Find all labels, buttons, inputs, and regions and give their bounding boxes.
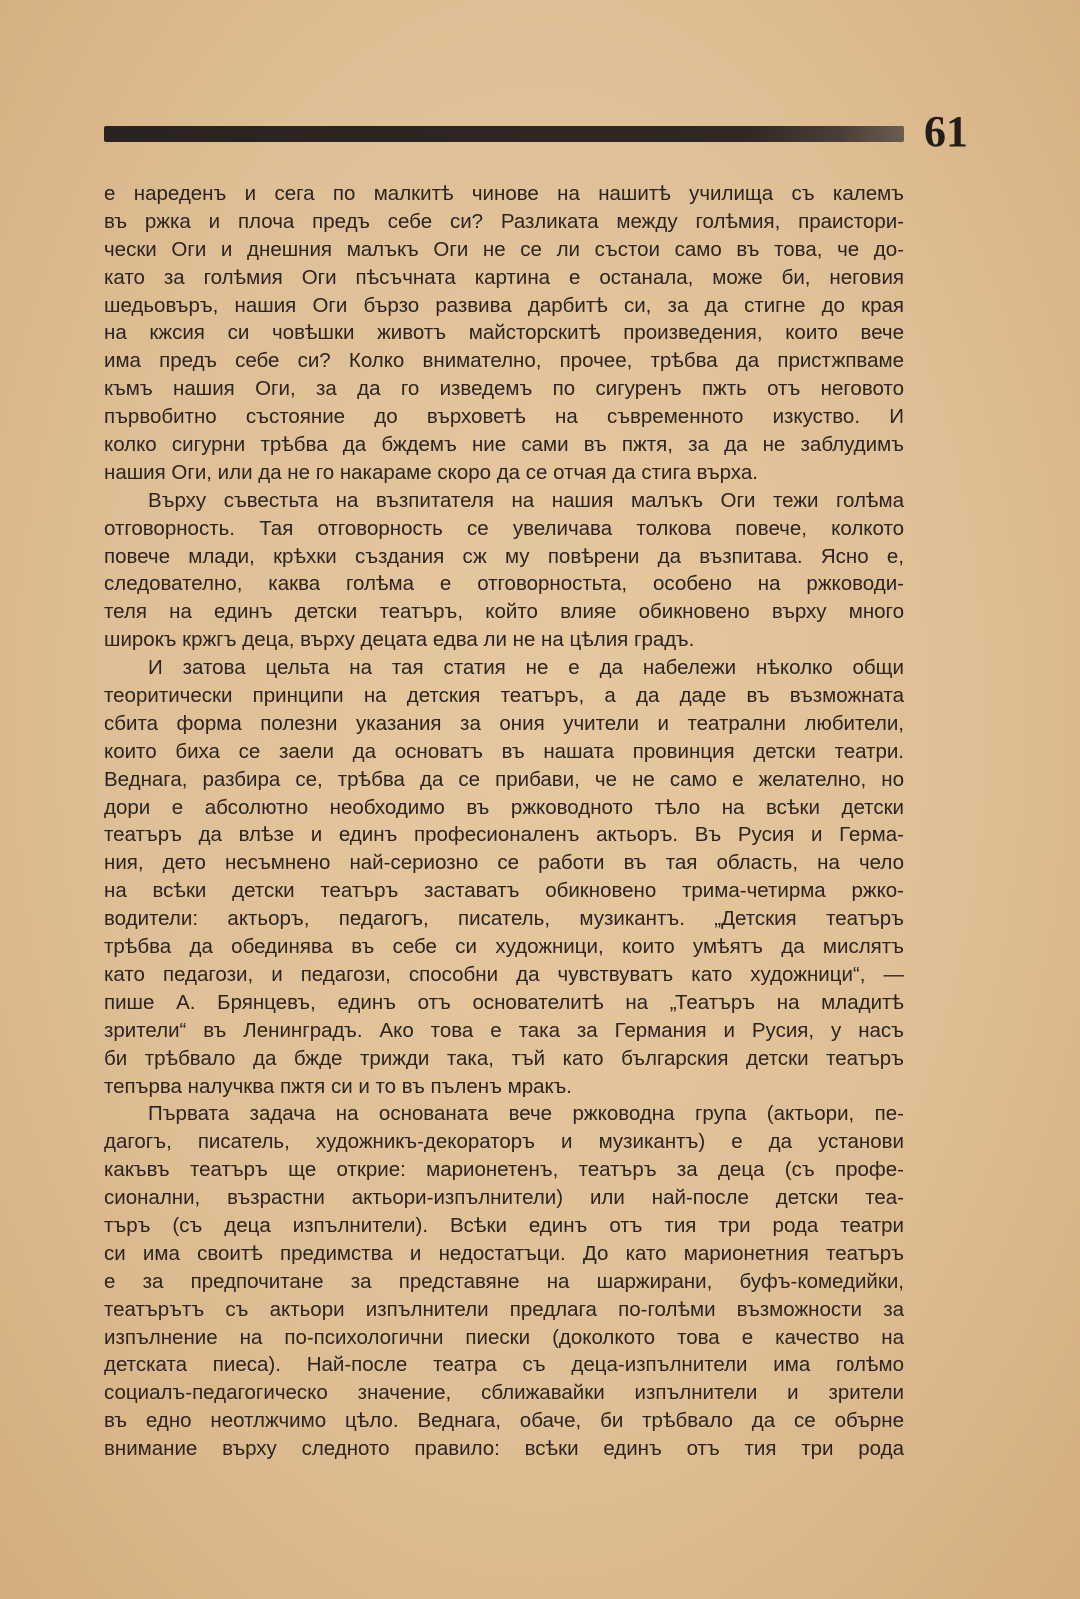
text-line: сбита форма полезни указания за ония учители и театрални любители, <box>104 711 904 735</box>
text-line: водители: актьоръ, педагогъ, писатель, музикантъ. „Детския театъръ <box>104 907 904 931</box>
text-line: детската пиеса). Най-после театра съ деца-изпълнители има голѣмо <box>104 1353 904 1377</box>
text-line: сионални, възрастни актьори-изпълнители) или най-после детски теа- <box>104 1186 904 1210</box>
text-line: теля на единъ детски театъръ, който влияе обикновено върху много <box>104 600 904 624</box>
text-line: като педагози, и педагози, способни да чувствуватъ като художници“, — <box>104 962 904 986</box>
text-line: е нареденъ и сега по малкитѣ чинове на нашитѣ училища съ калемъ <box>104 182 904 205</box>
text-line: повече млади, крѣхки създания сж му повѣрени да възпитава. Ясно е, <box>104 544 904 568</box>
text-line: си има своитѣ предимства и недостатъци. До като марионетния театъръ <box>104 1241 904 1265</box>
text-line: ния, дето несъмнено най-сериозно се работи въ тая область, на чело <box>104 851 904 875</box>
text-line: театърътъ съ актьори изпълнители предлага по-голѣми възможности за <box>104 1297 904 1321</box>
text-line: какъвъ театъръ ще открие: марионетенъ, театъръ за деца (съ профе- <box>104 1158 904 1182</box>
text-line: социалъ-педагогическо значение, сближавайки изпълнители и зрители <box>104 1381 904 1405</box>
text-line: пише А. Брянцевъ, единъ отъ основателитѣ на „Театъръ на младитѣ <box>104 990 904 1014</box>
text-line: търъ (съ деца изпълнители). Всѣки единъ отъ тия три рода театри <box>104 1213 904 1237</box>
text-line: дагогъ, писатель, художникъ-декораторъ и музикантъ) е да установи <box>104 1130 904 1154</box>
text-line: има предъ себе си? Колко внимателно, прочее, трѣбва да пристжпваме <box>104 349 904 373</box>
text-line: широкъ кржгъ деца, върху децата едва ли не на цѣлия градъ. <box>104 628 695 652</box>
text-line: теоритически принципи на детския театъръ, а да даде въ възможната <box>104 684 904 708</box>
text-line: И затова цельта на тая статия не е да набележи нѣколко общи <box>148 656 904 680</box>
text-line: зрители“ въ Ленинградъ. Ако това е така за Германия и Русия, у насъ <box>104 1018 904 1042</box>
text-line: Веднага, разбира се, трѣбва да се прибави, че не само е желателно, но <box>104 767 904 791</box>
text-line: следователно, каква голѣма е отговорностьта, особено на ржководи- <box>104 572 904 596</box>
text-line: като за голѣмия Оги пѣсъчната картина е останала, може би, неговия <box>104 265 904 289</box>
body-text <box>104 180 904 1463</box>
text-line: отговорность. Тая отговорность се увеличава толкова повече, колкото <box>104 516 904 540</box>
text-line: нашия Оги, или да не го накараме скоро да се отчая да стига върха. <box>104 460 758 484</box>
text-line: Върху съвестьта на възпитателя на нашия малъкъ Оги тежи голѣма <box>148 488 904 512</box>
text-line: чески Оги и днешния малъкъ Оги не се ли състои само въ това, че до- <box>104 237 904 261</box>
text-line: въ едно неотлжчимо цѣло. Веднага, обаче, би трѣбвало да се обърне <box>104 1409 904 1433</box>
text-line: на кжсия си човѣшки животъ майсторскитѣ произведения, които вече <box>104 321 904 345</box>
text-line: колко сигурни трѣбва да бждемъ ние сами въ пжтя, за да не заблудимъ <box>104 433 904 457</box>
text-line: е за предпочитане за представяне на шаржирани, буфъ-комедийки, <box>104 1269 904 1293</box>
text-line: тепърва налучква пжтя си и то въ пъленъ мракъ. <box>104 1074 572 1098</box>
text-line: трѣбва да обединява въ себе си художници, които умѣятъ да мислятъ <box>104 935 904 959</box>
header-rule <box>104 126 904 142</box>
text-line: внимание върху следното правило: всѣки единъ отъ тия три рода <box>104 1437 904 1461</box>
text-line: които биха се заели да основатъ въ нашата провинция детски театри. <box>104 739 904 763</box>
text-line: къмъ нашия Оги, за да го изведемъ по сигуренъ пжть отъ неговото <box>104 377 904 401</box>
text-line: въ ржка и плоча предъ себе си? Разликата между голѣмия, праистори- <box>104 209 904 233</box>
text-line: Първата задача на основаната вече ржководна група (актьори, пе- <box>148 1102 904 1126</box>
text-line: изпълнение на по-психологични пиески (доколкото това е качество на <box>104 1325 904 1349</box>
text-line: дори е абсолютно необходимо въ ржководното тѣло на всѣки детски <box>104 795 904 819</box>
text-line: би трѣбвало да бжде трижди така, тъй като българския детски театъръ <box>104 1046 904 1070</box>
text-line: театъръ да влѣзе и единъ професионаленъ актьоръ. Въ Русия и Герма- <box>104 823 904 847</box>
text-line: шедьовъръ, нашия Оги бързо развива дарбитѣ си, за да стигне до края <box>104 293 904 317</box>
page-number: 61 <box>924 107 968 156</box>
text-line: първобитно състояние до върховетѣ на съвременното изкуство. И <box>104 405 904 429</box>
text-line: на всѣки детски театъръ заставатъ обикновено трима-четирма ржко- <box>104 879 904 903</box>
